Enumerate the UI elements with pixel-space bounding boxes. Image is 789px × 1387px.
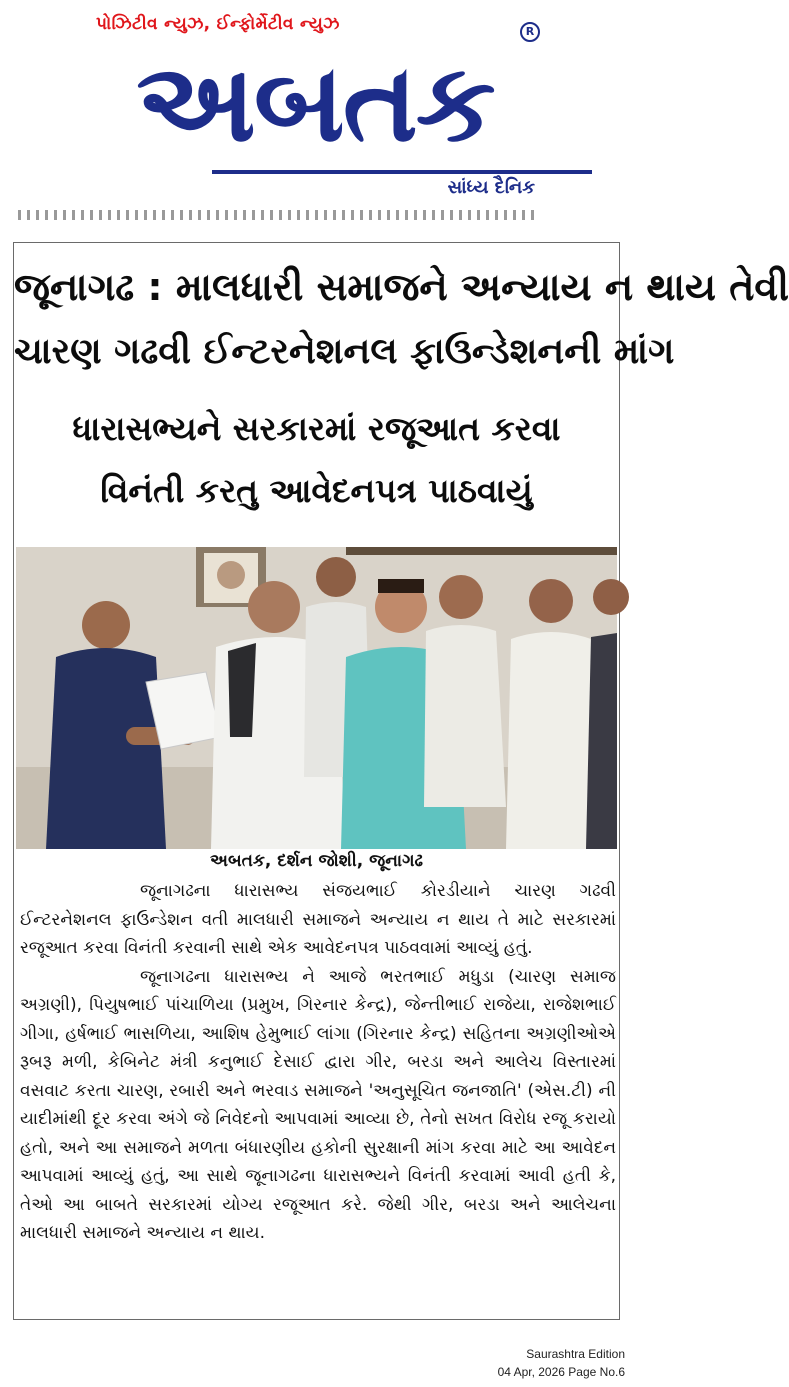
newspaper-logo: અબતક <box>136 41 494 166</box>
registered-mark: R <box>520 22 540 42</box>
subheadline-line-1: ધારાસભ્યને સરકારમાં રજૂઆત કરવા <box>72 409 561 448</box>
news-article <box>13 242 789 1320</box>
article-body <box>20 877 616 1248</box>
headline-line-1: જૂનાગઢ : માલધારી સમાજને અન્યાય ન થાય તેવી <box>14 265 789 309</box>
body-paragraph-2: જૂનાગઢના ધારાસભ્ય ને આજે ભરતભાઈ મધુડા (ચારણ સમાજ અગ્રણી), પિયુષભાઈ પાંચાળિયા (પ્રમુખ, ગિરનાર કેન્દ્ર), જેન્તીભાઈ રાજેયા, રાજેશભાઈ ગીગા, હર્ષભાઈ ભાસળિયા, આશિષ હેમુભાઈ લાંગા (ગિરનાર કેન્દ્ર) સહિતના અગ્રણીઓએ રૂબરૂ મળી, કેબિનેટ મંત્રી કનુભાઈ દેસાઈ દ્વારા ગીર, બરડા અને આલેચ વિસ્તારમાં વસવાટ કરતા ચારણ, રબારી અને ભરવાડ સમાજને 'અનુસૂચિત જનજાતિ' (એસ.ટી) ની યાદીમાંથી દૂર કરવા અંગે જે નિવેદનો આપવામાં આવ્યા છે, તેનો સખત વિરોધ રજૂ કરાયો હતો, અને આ સમાજને મળતા બંધારણીય હકોની સુરક્ષાની માંગ કરવા માટે આ આવેદન આપવામાં આવ્યું હતું, આ સાથે જૂનાગઢના ધારાસભ્યને વિનંતી કરવામાં આવી હતી કે, તેઓ આ બાબતે સરકારમાં યોગ્ય રજૂઆત કરે. જેથી ગીર, બરડા અને આલેચના માલધારી સમાજને અન્યાય ન થાય. <box>20 966 616 1243</box>
byline-credit: અબતક, દર્શન જોશી, જૂનાગઢ <box>210 851 423 871</box>
edition-name: Saurashtra Edition <box>526 1347 625 1361</box>
group-photo-illustration <box>16 547 617 849</box>
masthead <box>0 0 633 210</box>
masthead-subtitle: સાંધ્ય દૈનિક <box>447 177 535 198</box>
body-paragraph-1: જૂનાગઢના ધારાસભ્ય સંજયભાઈ કોરડીયાને ચારણ ગઢવી ઈન્ટરનેશનલ ફાઉન્ડેશન વતી માલધારી સમાજને અન્યાય ન થાય તે માટે સરકારમાં રજૂઆત કરવા વિનંતી કરવાની સાથે એક આવેદનપત્ર પાઠવવામાં આવ્યું હતું. <box>20 881 616 958</box>
subheadline-line-2: વિનંતી કરતુ આવેદનપત્ર પાઠવાયું <box>100 471 533 510</box>
logo-underline <box>212 170 592 174</box>
headline-line-2: ચારણ ગઢવી ઈન્ટરનેશનલ ફાઉન્ડેશનની માંગ <box>14 331 675 372</box>
edition-date-page: 04 Apr, 2026 Page No.6 <box>497 1365 625 1379</box>
clipped-text-strip <box>18 210 538 220</box>
edition-info <box>498 1345 625 1381</box>
article-photo <box>16 547 617 849</box>
masthead-tagline: પોઝિટીવ ન્યુઝ, ઈન્ફોર્મેટીવ ન્યુઝ <box>96 14 340 34</box>
